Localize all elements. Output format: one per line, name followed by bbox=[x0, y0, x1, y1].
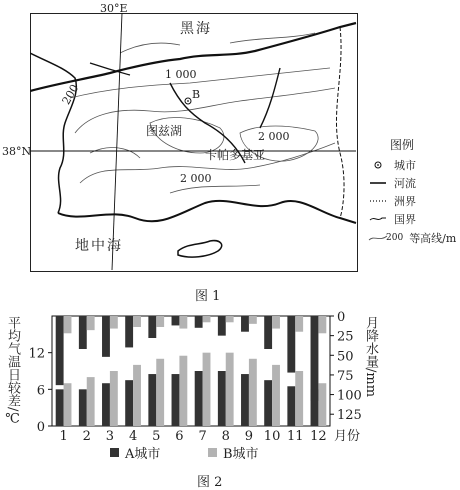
right-tick-label: 50 bbox=[337, 349, 354, 365]
temp-bar-b bbox=[179, 356, 187, 426]
legend-a-swatch bbox=[110, 448, 119, 457]
map-figure bbox=[30, 13, 357, 271]
precip-bar-a bbox=[125, 316, 133, 347]
precip-bar-a bbox=[148, 316, 156, 338]
temp-bar-b bbox=[249, 359, 257, 426]
precip-bar-b bbox=[133, 316, 141, 327]
figure1-caption: 图 1 bbox=[195, 289, 221, 304]
latitude-label: 38°N bbox=[2, 145, 32, 158]
legend-city bbox=[368, 157, 416, 173]
x-tick-label: 11 bbox=[286, 429, 304, 444]
right-axis-label: 月降水量/mm bbox=[363, 316, 378, 398]
precip-bar-a bbox=[102, 316, 110, 357]
contour-1000-label: 1 000 bbox=[165, 68, 197, 81]
precip-bar-a bbox=[79, 316, 87, 349]
temp-bar-b bbox=[156, 359, 164, 426]
legend-label: 河流 bbox=[394, 177, 416, 190]
precip-bar-b bbox=[226, 316, 234, 322]
x-tick-label: 1 bbox=[59, 429, 68, 444]
meridian-30e bbox=[112, 13, 122, 270]
precip-bar-a bbox=[311, 316, 319, 401]
national-boundary bbox=[336, 27, 344, 218]
x-tick-label: 8 bbox=[221, 429, 230, 444]
temp-bar-a bbox=[172, 374, 180, 426]
precip-bar-a bbox=[195, 316, 203, 328]
precip-bar-a bbox=[287, 316, 295, 373]
x-tick-label: 4 bbox=[128, 429, 138, 444]
national-boundary-icon bbox=[368, 214, 388, 224]
temp-bar-b bbox=[318, 383, 326, 426]
mediterranean-label: 地中海 bbox=[75, 238, 123, 254]
temp-bar-b bbox=[295, 371, 303, 426]
legend-b-label: B城市 bbox=[223, 447, 259, 462]
right-tick-label: 100 bbox=[337, 388, 362, 404]
right-tick-label: 125 bbox=[337, 408, 362, 424]
river-line-icon bbox=[368, 178, 388, 188]
x-tick-label: 6 bbox=[175, 429, 184, 444]
temp-bar-a bbox=[195, 371, 203, 426]
x-axis-suffix: 月份 bbox=[334, 429, 361, 444]
right-tick-label: 25 bbox=[337, 329, 354, 345]
temp-bar-a bbox=[148, 374, 156, 426]
x-tick-label: 5 bbox=[152, 429, 161, 444]
city-dot-icon bbox=[368, 160, 388, 170]
precip-bar-b bbox=[272, 316, 280, 329]
right-tick-label: 0 bbox=[337, 310, 346, 325]
x-tick-label: 7 bbox=[198, 429, 207, 444]
continent-boundary-icon bbox=[368, 196, 388, 206]
precip-bar-a bbox=[264, 316, 272, 349]
x-tick-label: 10 bbox=[263, 429, 281, 444]
precip-bar-b bbox=[203, 316, 211, 322]
legend-river bbox=[368, 175, 416, 191]
x-tick-label: 2 bbox=[82, 429, 91, 444]
legend-b-swatch bbox=[208, 448, 217, 457]
precip-bar-b bbox=[156, 316, 164, 327]
cyprus-island bbox=[178, 241, 222, 257]
x-tick-label: 12 bbox=[310, 429, 327, 444]
precip-bar-b bbox=[295, 316, 303, 332]
temp-bar-a bbox=[287, 386, 295, 426]
right-tick-label: 75 bbox=[337, 368, 354, 384]
temp-bar-a bbox=[218, 371, 226, 426]
precip-bar-b bbox=[249, 316, 257, 324]
legend-a-label: A城市 bbox=[125, 447, 161, 462]
precip-bar-b bbox=[87, 316, 95, 330]
longitude-label: 30°E bbox=[100, 2, 128, 15]
legend-contour bbox=[368, 230, 456, 246]
mediterranean-coast bbox=[58, 201, 356, 223]
legend-label: 城市 bbox=[394, 159, 416, 172]
x-tick-label: 3 bbox=[105, 429, 115, 444]
contour-2000-label-b: 2 000 bbox=[258, 130, 290, 143]
precip-bar-b bbox=[318, 316, 326, 333]
temp-bar-b bbox=[110, 371, 118, 426]
legend-title: 图例 bbox=[390, 138, 415, 152]
legend-label: 洲界 bbox=[394, 195, 416, 208]
precip-bar-b bbox=[179, 316, 187, 329]
left-axis-label: 平均气温日较差/℃ bbox=[5, 316, 20, 427]
temp-bar-b bbox=[272, 365, 280, 426]
legend-continent-boundary bbox=[368, 193, 416, 209]
precip-bar-a bbox=[56, 316, 64, 385]
temp-bar-a bbox=[264, 380, 272, 426]
temp-bar-a bbox=[125, 380, 133, 426]
contour-line-icon bbox=[368, 233, 388, 243]
legend-a bbox=[110, 443, 160, 462]
precip-bar-a bbox=[241, 316, 249, 332]
temp-bar-a bbox=[311, 389, 319, 426]
precip-bar-b bbox=[64, 316, 72, 333]
figure2-caption: 图 2 bbox=[197, 475, 223, 490]
temp-bar-b bbox=[87, 377, 95, 426]
left-tick-label: 6 bbox=[36, 383, 45, 399]
temp-bar-b bbox=[64, 383, 72, 426]
temp-bar-b bbox=[203, 353, 211, 426]
legend-national-boundary bbox=[368, 211, 416, 227]
legend-label: 等高线/m bbox=[409, 232, 457, 245]
precip-bar-a bbox=[172, 316, 180, 325]
temp-bar-a bbox=[56, 389, 64, 426]
contour-200-label: 200 bbox=[59, 82, 82, 107]
left-tick-label: 12 bbox=[28, 346, 45, 362]
tuz-lake-label: 图兹湖 bbox=[146, 124, 183, 138]
x-tick-label: 9 bbox=[244, 429, 254, 444]
cappadocia-label: 卡帕多基亚 bbox=[205, 148, 266, 162]
contour-lines bbox=[70, 33, 335, 193]
temp-bar-b bbox=[133, 365, 141, 426]
precip-bar-b bbox=[110, 316, 118, 329]
temp-bar-a bbox=[241, 374, 249, 426]
city-b-label: B bbox=[192, 88, 201, 101]
black-sea-label: 黑海 bbox=[180, 21, 212, 37]
legend-contour-sample: 200 bbox=[386, 233, 404, 243]
contour-2000-label-a: 2 000 bbox=[180, 172, 212, 185]
precip-bar-a bbox=[218, 316, 226, 336]
temp-bar-a bbox=[102, 383, 110, 426]
aegean-coast bbox=[30, 53, 76, 213]
legend-b bbox=[208, 443, 259, 462]
temp-bar-b bbox=[226, 353, 234, 426]
temp-bar-a bbox=[79, 389, 87, 426]
left-tick-label: 0 bbox=[36, 420, 45, 435]
legend-label: 国界 bbox=[394, 213, 416, 226]
